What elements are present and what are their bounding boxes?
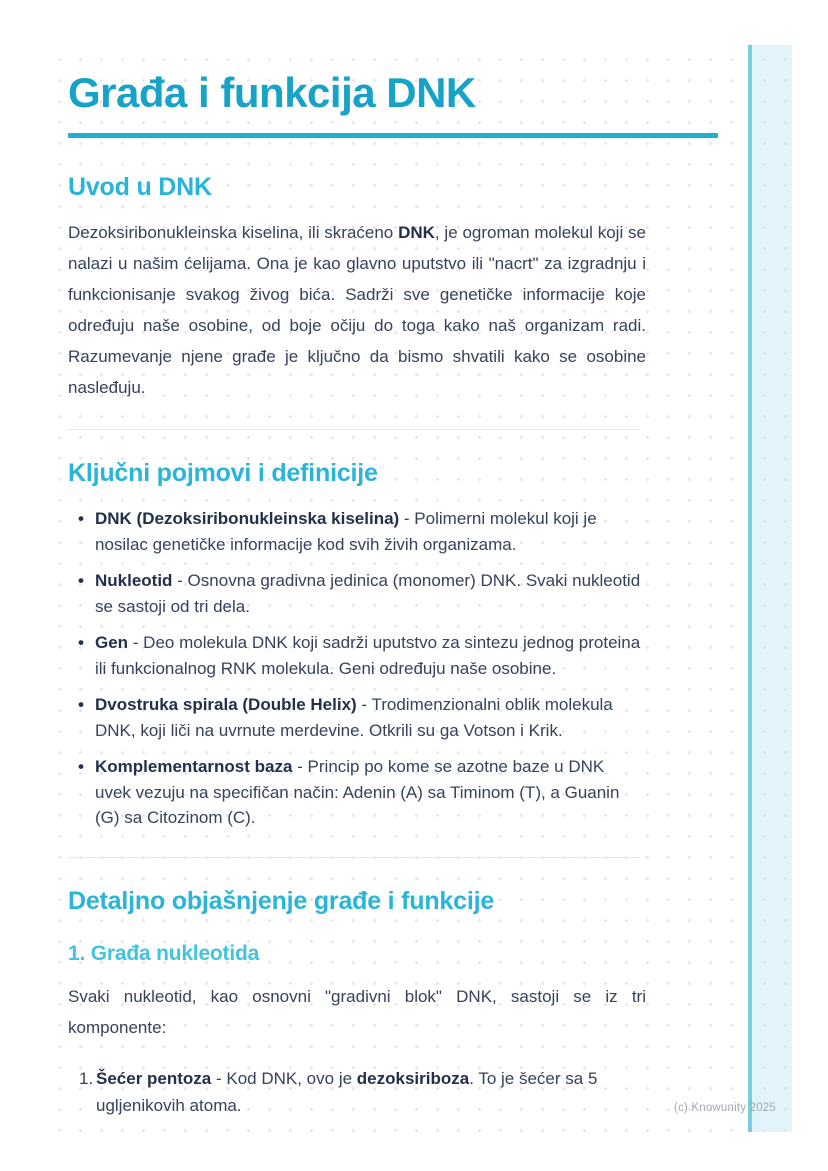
- nucleotide-components-list: [68, 1065, 628, 1119]
- list-item: • Gen - Deo molekula DNK koji sadrži uputstvo za sintezu jednog proteina ili funkcionalnog RNK molekula. Geni određuju naše osobine.: [68, 630, 643, 681]
- nucleotide-paragraph: Svaki nukleotid, kao osnovni "gradivni blok" DNK, sastoji se iz tri komponente:: [68, 986, 646, 1037]
- document-content: [45, 45, 792, 1119]
- numbered-list-item: [68, 1065, 628, 1119]
- list-item: • Komplementarnost baza - Princip po kome se azotne baze u DNK uvek vezuju na specifičan način: Adenin (A) sa Timinom (T), a Guanin (G) sa Citozinom (C).: [68, 754, 643, 831]
- page-title: Građa i funkcija DNK: [68, 69, 476, 116]
- list-item: • DNK (Dezoksiribonukleinska kiselina) - Polimerni molekul koji je nosilac genetičke informacije kod svih živih organizama.: [68, 506, 643, 557]
- section-divider: [68, 857, 640, 858]
- list-item: • Nukleotid - Osnovna gradivna jedinica (monomer) DNK. Svaki nukleotid se sastoji od tri dela.: [68, 568, 643, 619]
- section-heading-details: Detaljno objašnjenje građe i funkcije: [68, 886, 495, 915]
- list-item: • Dvostruka spirala (Double Helix) - Trodimenzionalni oblik molekula DNK, koji liči na uvrnute merdevine. Otkrili su ga Votson i Krik.: [68, 692, 643, 743]
- key-terms-list: [68, 506, 643, 831]
- section-heading-key-terms: Ključni pojmovi i definicije: [68, 459, 378, 488]
- list-item-text: Šećer pentoza - Kod DNK, ovo je dezoksiriboza. To je šećer sa 5 ugljenikovih atoma.: [96, 1068, 598, 1115]
- title-underline: [68, 133, 718, 138]
- document-page: [45, 45, 792, 1132]
- section-divider: [68, 429, 640, 430]
- subsection-heading-nucleotide: 1. Građa nukleotida: [68, 941, 260, 965]
- intro-paragraph: Dezoksiribonukleinska kiselina, ili skraćeno DNK, je ogroman molekul koji se nalazi u našim ćelijama. Ona je kao glavno uputstvo ili "nacrt" za izgradnju i funkcionisanje svakog živog bića. Sadrži sve genetičke informacije koje određuju naše osobine, od boje očiju do toga kako naš organizam radi. Razumevanje njene građe je ključno da bismo shvatili kako se osobine nasleđuju.: [68, 223, 646, 398]
- copyright-notice: (c) Knowunity 2025: [673, 1102, 776, 1114]
- list-item-number: 1.: [79, 1068, 94, 1088]
- section-heading-intro: Uvod u DNK: [68, 173, 212, 202]
